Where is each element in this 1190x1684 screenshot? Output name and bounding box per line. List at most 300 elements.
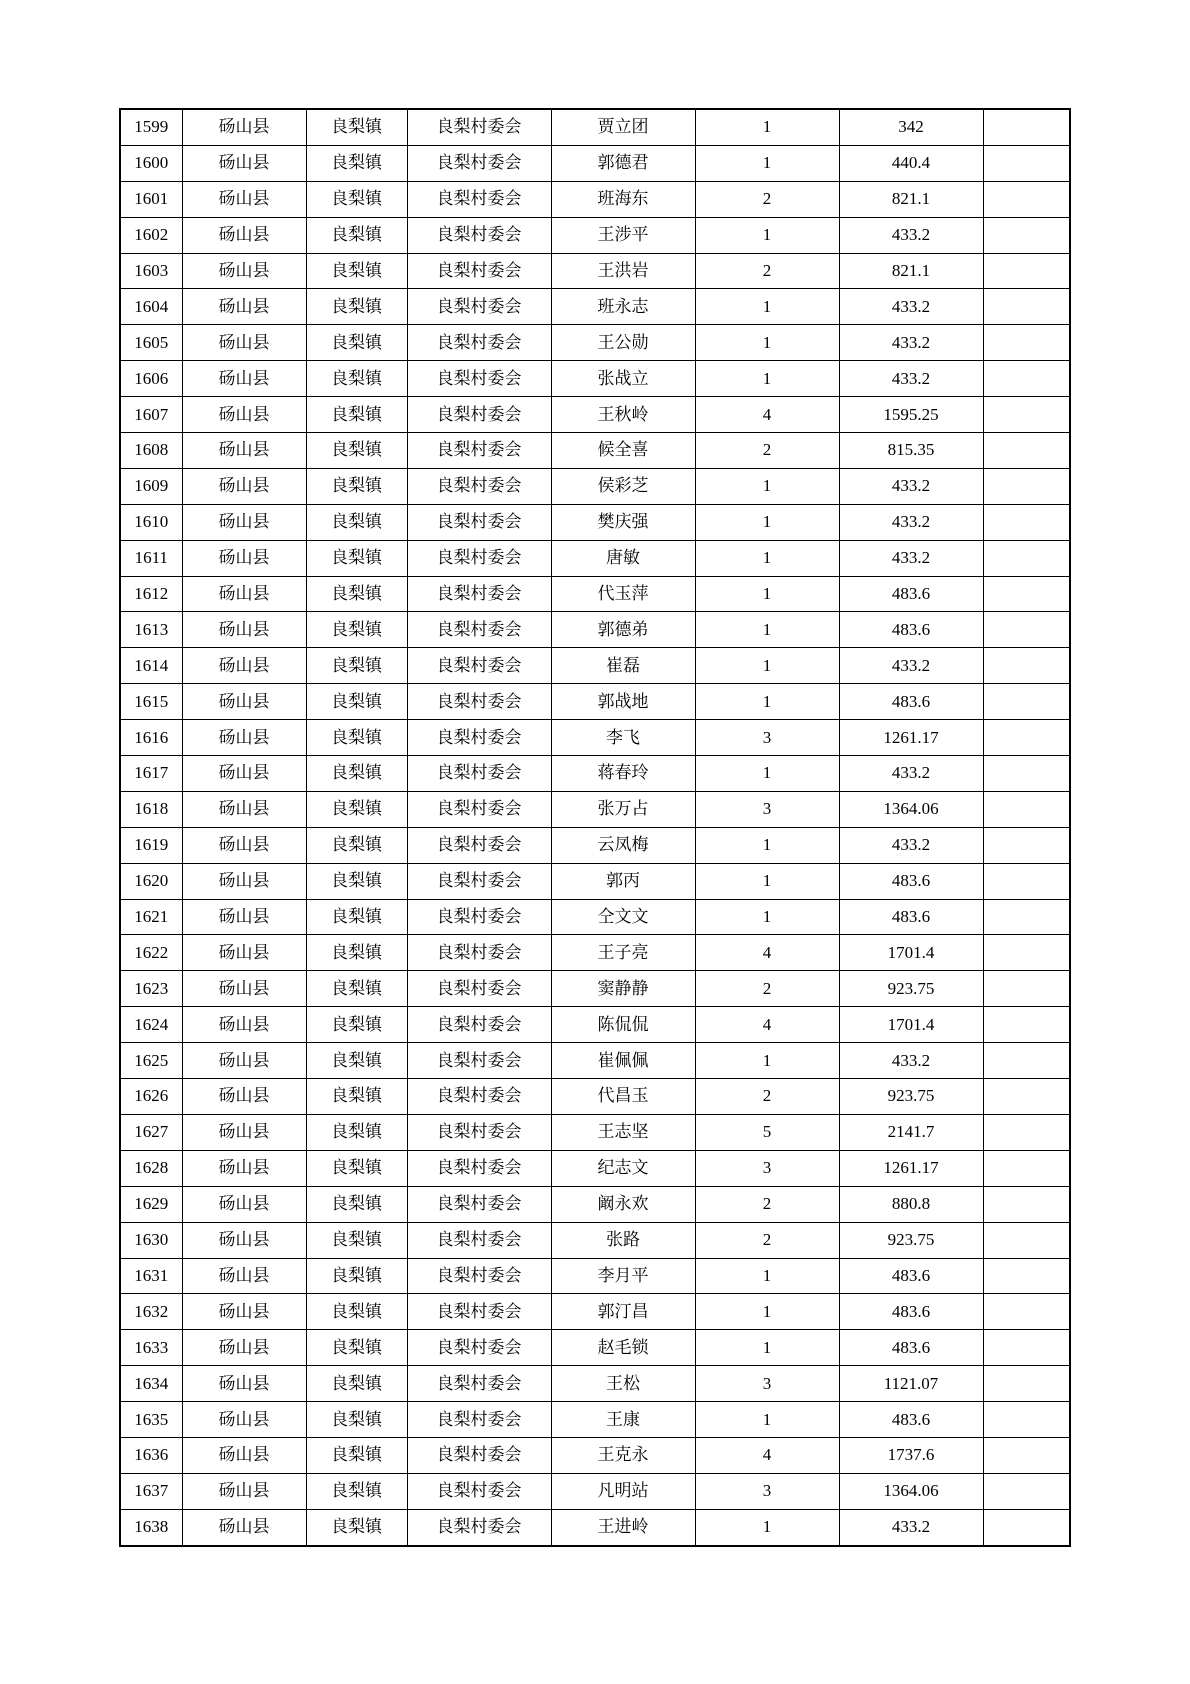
village-cell: 良梨村委会: [407, 1294, 551, 1330]
amount-cell: 433.2: [839, 217, 983, 253]
village-cell: 良梨村委会: [407, 756, 551, 792]
amount-cell: 923.75: [839, 1222, 983, 1258]
seq-cell: 1625: [120, 1043, 182, 1079]
name-cell: 阚永欢: [551, 1186, 695, 1222]
remark-cell: [983, 217, 1070, 253]
village-cell: 良梨村委会: [407, 145, 551, 181]
village-cell: 良梨村委会: [407, 576, 551, 612]
seq-cell: 1600: [120, 145, 182, 181]
village-cell: 良梨村委会: [407, 289, 551, 325]
amount-cell: 483.6: [839, 863, 983, 899]
village-cell: 良梨村委会: [407, 433, 551, 469]
remark-cell: [983, 1330, 1070, 1366]
seq-cell: 1606: [120, 361, 182, 397]
count-cell: 2: [695, 1222, 839, 1258]
count-cell: 1: [695, 468, 839, 504]
seq-cell: 1615: [120, 684, 182, 720]
amount-cell: 433.2: [839, 468, 983, 504]
table-row: [120, 576, 1070, 612]
seq-cell: 1637: [120, 1473, 182, 1509]
count-cell: 4: [695, 935, 839, 971]
county-cell: 砀山县: [182, 576, 306, 612]
county-cell: 砀山县: [182, 397, 306, 433]
amount-cell: 433.2: [839, 1509, 983, 1545]
table-row: [120, 433, 1070, 469]
table-row: [120, 181, 1070, 217]
amount-cell: 433.2: [839, 504, 983, 540]
county-cell: 砀山县: [182, 1473, 306, 1509]
seq-cell: 1619: [120, 827, 182, 863]
village-cell: 良梨村委会: [407, 648, 551, 684]
town-cell: 良梨镇: [306, 1366, 407, 1402]
town-cell: 良梨镇: [306, 1114, 407, 1150]
remark-cell: [983, 720, 1070, 756]
amount-cell: 483.6: [839, 612, 983, 648]
count-cell: 1: [695, 684, 839, 720]
seq-cell: 1612: [120, 576, 182, 612]
table-body: [120, 109, 1070, 1546]
town-cell: 良梨镇: [306, 145, 407, 181]
remark-cell: [983, 1366, 1070, 1402]
remark-cell: [983, 1437, 1070, 1473]
town-cell: 良梨镇: [306, 576, 407, 612]
count-cell: 4: [695, 1007, 839, 1043]
remark-cell: [983, 397, 1070, 433]
count-cell: 1: [695, 756, 839, 792]
count-cell: 1: [695, 576, 839, 612]
count-cell: 3: [695, 1366, 839, 1402]
remark-cell: [983, 1186, 1070, 1222]
remark-cell: [983, 1473, 1070, 1509]
remark-cell: [983, 1294, 1070, 1330]
name-cell: 王松: [551, 1366, 695, 1402]
count-cell: 1: [695, 1402, 839, 1438]
name-cell: 李飞: [551, 720, 695, 756]
village-cell: 良梨村委会: [407, 504, 551, 540]
town-cell: 良梨镇: [306, 720, 407, 756]
town-cell: 良梨镇: [306, 217, 407, 253]
count-cell: 4: [695, 397, 839, 433]
county-cell: 砀山县: [182, 684, 306, 720]
name-cell: 王秋岭: [551, 397, 695, 433]
count-cell: 3: [695, 1150, 839, 1186]
county-cell: 砀山县: [182, 1294, 306, 1330]
remark-cell: [983, 1258, 1070, 1294]
name-cell: 郭丙: [551, 863, 695, 899]
table-row: [120, 145, 1070, 181]
village-cell: 良梨村委会: [407, 1186, 551, 1222]
village-cell: 良梨村委会: [407, 109, 551, 145]
seq-cell: 1636: [120, 1437, 182, 1473]
village-cell: 良梨村委会: [407, 540, 551, 576]
count-cell: 2: [695, 1186, 839, 1222]
county-cell: 砀山县: [182, 325, 306, 361]
village-cell: 良梨村委会: [407, 1007, 551, 1043]
name-cell: 仝文文: [551, 899, 695, 935]
amount-cell: 433.2: [839, 361, 983, 397]
seq-cell: 1631: [120, 1258, 182, 1294]
name-cell: 王涉平: [551, 217, 695, 253]
county-cell: 砀山县: [182, 1366, 306, 1402]
count-cell: 1: [695, 289, 839, 325]
county-cell: 砀山县: [182, 1186, 306, 1222]
town-cell: 良梨镇: [306, 684, 407, 720]
name-cell: 王进岭: [551, 1509, 695, 1545]
count-cell: 1: [695, 217, 839, 253]
remark-cell: [983, 648, 1070, 684]
town-cell: 良梨镇: [306, 756, 407, 792]
name-cell: 候全喜: [551, 433, 695, 469]
county-cell: 砀山县: [182, 109, 306, 145]
count-cell: 1: [695, 1330, 839, 1366]
count-cell: 1: [695, 648, 839, 684]
table-row: [120, 863, 1070, 899]
county-cell: 砀山县: [182, 289, 306, 325]
count-cell: 1: [695, 504, 839, 540]
seq-cell: 1605: [120, 325, 182, 361]
village-cell: 良梨村委会: [407, 1150, 551, 1186]
amount-cell: 433.2: [839, 325, 983, 361]
village-cell: 良梨村委会: [407, 1402, 551, 1438]
amount-cell: 433.2: [839, 1043, 983, 1079]
table-row: [120, 109, 1070, 145]
table-row: [120, 289, 1070, 325]
remark-cell: [983, 863, 1070, 899]
amount-cell: 433.2: [839, 540, 983, 576]
table-row: [120, 217, 1070, 253]
amount-cell: 2141.7: [839, 1114, 983, 1150]
table-row: [120, 361, 1070, 397]
count-cell: 1: [695, 109, 839, 145]
village-cell: 良梨村委会: [407, 361, 551, 397]
count-cell: 1: [695, 827, 839, 863]
table-row: [120, 504, 1070, 540]
table-row: [120, 648, 1070, 684]
count-cell: 1: [695, 899, 839, 935]
remark-cell: [983, 181, 1070, 217]
village-cell: 良梨村委会: [407, 468, 551, 504]
remark-cell: [983, 827, 1070, 863]
county-cell: 砀山县: [182, 791, 306, 827]
town-cell: 良梨镇: [306, 289, 407, 325]
town-cell: 良梨镇: [306, 1330, 407, 1366]
remark-cell: [983, 756, 1070, 792]
count-cell: 3: [695, 791, 839, 827]
town-cell: 良梨镇: [306, 504, 407, 540]
count-cell: 1: [695, 1509, 839, 1545]
name-cell: 蒋春玲: [551, 756, 695, 792]
name-cell: 王洪岩: [551, 253, 695, 289]
seq-cell: 1613: [120, 612, 182, 648]
town-cell: 良梨镇: [306, 540, 407, 576]
table-row: [120, 397, 1070, 433]
amount-cell: 440.4: [839, 145, 983, 181]
county-cell: 砀山县: [182, 1043, 306, 1079]
remark-cell: [983, 361, 1070, 397]
county-cell: 砀山县: [182, 827, 306, 863]
table-row: [120, 1366, 1070, 1402]
name-cell: 郭汀昌: [551, 1294, 695, 1330]
county-cell: 砀山县: [182, 899, 306, 935]
remark-cell: [983, 1222, 1070, 1258]
seq-cell: 1607: [120, 397, 182, 433]
remark-cell: [983, 1402, 1070, 1438]
remark-cell: [983, 899, 1070, 935]
county-cell: 砀山县: [182, 648, 306, 684]
count-cell: 1: [695, 325, 839, 361]
county-cell: 砀山县: [182, 253, 306, 289]
amount-cell: 483.6: [839, 1294, 983, 1330]
remark-cell: [983, 109, 1070, 145]
village-cell: 良梨村委会: [407, 1509, 551, 1545]
village-cell: 良梨村委会: [407, 1222, 551, 1258]
seq-cell: 1634: [120, 1366, 182, 1402]
village-cell: 良梨村委会: [407, 971, 551, 1007]
remark-cell: [983, 504, 1070, 540]
village-cell: 良梨村委会: [407, 1258, 551, 1294]
remark-cell: [983, 1043, 1070, 1079]
town-cell: 良梨镇: [306, 1222, 407, 1258]
seq-cell: 1614: [120, 648, 182, 684]
county-cell: 砀山县: [182, 720, 306, 756]
village-cell: 良梨村委会: [407, 1114, 551, 1150]
seq-cell: 1617: [120, 756, 182, 792]
county-cell: 砀山县: [182, 468, 306, 504]
table-row: [120, 1222, 1070, 1258]
remark-cell: [983, 468, 1070, 504]
remark-cell: [983, 253, 1070, 289]
table-row: [120, 684, 1070, 720]
remark-cell: [983, 325, 1070, 361]
county-cell: 砀山县: [182, 217, 306, 253]
count-cell: 5: [695, 1114, 839, 1150]
village-cell: 良梨村委会: [407, 1330, 551, 1366]
name-cell: 唐敏: [551, 540, 695, 576]
count-cell: 1: [695, 1294, 839, 1330]
table-row: [120, 827, 1070, 863]
name-cell: 窦静静: [551, 971, 695, 1007]
town-cell: 良梨镇: [306, 325, 407, 361]
town-cell: 良梨镇: [306, 1186, 407, 1222]
village-cell: 良梨村委会: [407, 325, 551, 361]
name-cell: 王克永: [551, 1437, 695, 1473]
remark-cell: [983, 145, 1070, 181]
seq-cell: 1611: [120, 540, 182, 576]
table-row: [120, 1294, 1070, 1330]
name-cell: 代玉萍: [551, 576, 695, 612]
county-cell: 砀山县: [182, 971, 306, 1007]
amount-cell: 1701.4: [839, 1007, 983, 1043]
town-cell: 良梨镇: [306, 1402, 407, 1438]
seq-cell: 1602: [120, 217, 182, 253]
town-cell: 良梨镇: [306, 253, 407, 289]
seq-cell: 1618: [120, 791, 182, 827]
amount-cell: 483.6: [839, 1258, 983, 1294]
count-cell: 1: [695, 863, 839, 899]
amount-cell: 1364.06: [839, 791, 983, 827]
name-cell: 王康: [551, 1402, 695, 1438]
town-cell: 良梨镇: [306, 181, 407, 217]
town-cell: 良梨镇: [306, 1258, 407, 1294]
table-row: [120, 1079, 1070, 1115]
table-row: [120, 1150, 1070, 1186]
seq-cell: 1635: [120, 1402, 182, 1438]
table-row: [120, 971, 1070, 1007]
count-cell: 1: [695, 1043, 839, 1079]
table-row: [120, 1437, 1070, 1473]
name-cell: 郭德弟: [551, 612, 695, 648]
seq-cell: 1632: [120, 1294, 182, 1330]
table-row: [120, 720, 1070, 756]
amount-cell: 342: [839, 109, 983, 145]
name-cell: 崔佩佩: [551, 1043, 695, 1079]
table-row: [120, 1473, 1070, 1509]
amount-cell: 923.75: [839, 1079, 983, 1115]
seq-cell: 1604: [120, 289, 182, 325]
county-cell: 砀山县: [182, 1402, 306, 1438]
seq-cell: 1603: [120, 253, 182, 289]
count-cell: 1: [695, 612, 839, 648]
remark-cell: [983, 1079, 1070, 1115]
remark-cell: [983, 576, 1070, 612]
village-cell: 良梨村委会: [407, 935, 551, 971]
seq-cell: 1601: [120, 181, 182, 217]
county-cell: 砀山县: [182, 612, 306, 648]
name-cell: 赵毛锁: [551, 1330, 695, 1366]
village-cell: 良梨村委会: [407, 1473, 551, 1509]
table-row: [120, 899, 1070, 935]
town-cell: 良梨镇: [306, 971, 407, 1007]
town-cell: 良梨镇: [306, 827, 407, 863]
seq-cell: 1608: [120, 433, 182, 469]
town-cell: 良梨镇: [306, 1079, 407, 1115]
seq-cell: 1610: [120, 504, 182, 540]
village-cell: 良梨村委会: [407, 720, 551, 756]
amount-cell: 1701.4: [839, 935, 983, 971]
table-row: [120, 253, 1070, 289]
name-cell: 云凤梅: [551, 827, 695, 863]
town-cell: 良梨镇: [306, 1043, 407, 1079]
name-cell: 王公勋: [551, 325, 695, 361]
count-cell: 1: [695, 1258, 839, 1294]
town-cell: 良梨镇: [306, 397, 407, 433]
amount-cell: 923.75: [839, 971, 983, 1007]
table-row: [120, 325, 1070, 361]
village-cell: 良梨村委会: [407, 863, 551, 899]
table-row: [120, 540, 1070, 576]
seq-cell: 1609: [120, 468, 182, 504]
town-cell: 良梨镇: [306, 361, 407, 397]
name-cell: 李月平: [551, 1258, 695, 1294]
amount-cell: 821.1: [839, 181, 983, 217]
village-cell: 良梨村委会: [407, 217, 551, 253]
amount-cell: 821.1: [839, 253, 983, 289]
amount-cell: 1737.6: [839, 1437, 983, 1473]
name-cell: 王子亮: [551, 935, 695, 971]
name-cell: 郭战地: [551, 684, 695, 720]
village-cell: 良梨村委会: [407, 612, 551, 648]
count-cell: 4: [695, 1437, 839, 1473]
remark-cell: [983, 540, 1070, 576]
seq-cell: 1633: [120, 1330, 182, 1366]
count-cell: 1: [695, 361, 839, 397]
county-cell: 砀山县: [182, 863, 306, 899]
village-cell: 良梨村委会: [407, 181, 551, 217]
remark-cell: [983, 1509, 1070, 1545]
amount-cell: 433.2: [839, 756, 983, 792]
table-row: [120, 1114, 1070, 1150]
name-cell: 王志坚: [551, 1114, 695, 1150]
county-cell: 砀山县: [182, 361, 306, 397]
remark-cell: [983, 1150, 1070, 1186]
seq-cell: 1623: [120, 971, 182, 1007]
county-cell: 砀山县: [182, 433, 306, 469]
seq-cell: 1627: [120, 1114, 182, 1150]
remark-cell: [983, 935, 1070, 971]
amount-cell: 433.2: [839, 648, 983, 684]
town-cell: 良梨镇: [306, 612, 407, 648]
seq-cell: 1622: [120, 935, 182, 971]
county-cell: 砀山县: [182, 1509, 306, 1545]
count-cell: 1: [695, 145, 839, 181]
county-cell: 砀山县: [182, 756, 306, 792]
county-cell: 砀山县: [182, 1258, 306, 1294]
amount-cell: 1261.17: [839, 720, 983, 756]
town-cell: 良梨镇: [306, 433, 407, 469]
remark-cell: [983, 971, 1070, 1007]
town-cell: 良梨镇: [306, 1473, 407, 1509]
name-cell: 侯彩芝: [551, 468, 695, 504]
town-cell: 良梨镇: [306, 899, 407, 935]
count-cell: 3: [695, 720, 839, 756]
count-cell: 2: [695, 971, 839, 1007]
table-row: [120, 1007, 1070, 1043]
amount-cell: 483.6: [839, 1330, 983, 1366]
seq-cell: 1624: [120, 1007, 182, 1043]
seq-cell: 1620: [120, 863, 182, 899]
name-cell: 张万占: [551, 791, 695, 827]
village-cell: 良梨村委会: [407, 1079, 551, 1115]
name-cell: 张路: [551, 1222, 695, 1258]
table-row: [120, 1043, 1070, 1079]
amount-cell: 1364.06: [839, 1473, 983, 1509]
amount-cell: 880.8: [839, 1186, 983, 1222]
town-cell: 良梨镇: [306, 1150, 407, 1186]
name-cell: 凡明站: [551, 1473, 695, 1509]
amount-cell: 433.2: [839, 289, 983, 325]
county-cell: 砀山县: [182, 935, 306, 971]
table-row: [120, 468, 1070, 504]
table-row: [120, 1186, 1070, 1222]
town-cell: 良梨镇: [306, 1509, 407, 1545]
county-cell: 砀山县: [182, 1330, 306, 1366]
name-cell: 樊庆强: [551, 504, 695, 540]
county-cell: 砀山县: [182, 1222, 306, 1258]
remark-cell: [983, 289, 1070, 325]
town-cell: 良梨镇: [306, 109, 407, 145]
seq-cell: 1616: [120, 720, 182, 756]
amount-cell: 433.2: [839, 827, 983, 863]
name-cell: 班永志: [551, 289, 695, 325]
county-cell: 砀山县: [182, 1114, 306, 1150]
amount-cell: 1261.17: [839, 1150, 983, 1186]
town-cell: 良梨镇: [306, 468, 407, 504]
county-cell: 砀山县: [182, 1437, 306, 1473]
seq-cell: 1629: [120, 1186, 182, 1222]
county-cell: 砀山县: [182, 1007, 306, 1043]
seq-cell: 1638: [120, 1509, 182, 1545]
name-cell: 代昌玉: [551, 1079, 695, 1115]
